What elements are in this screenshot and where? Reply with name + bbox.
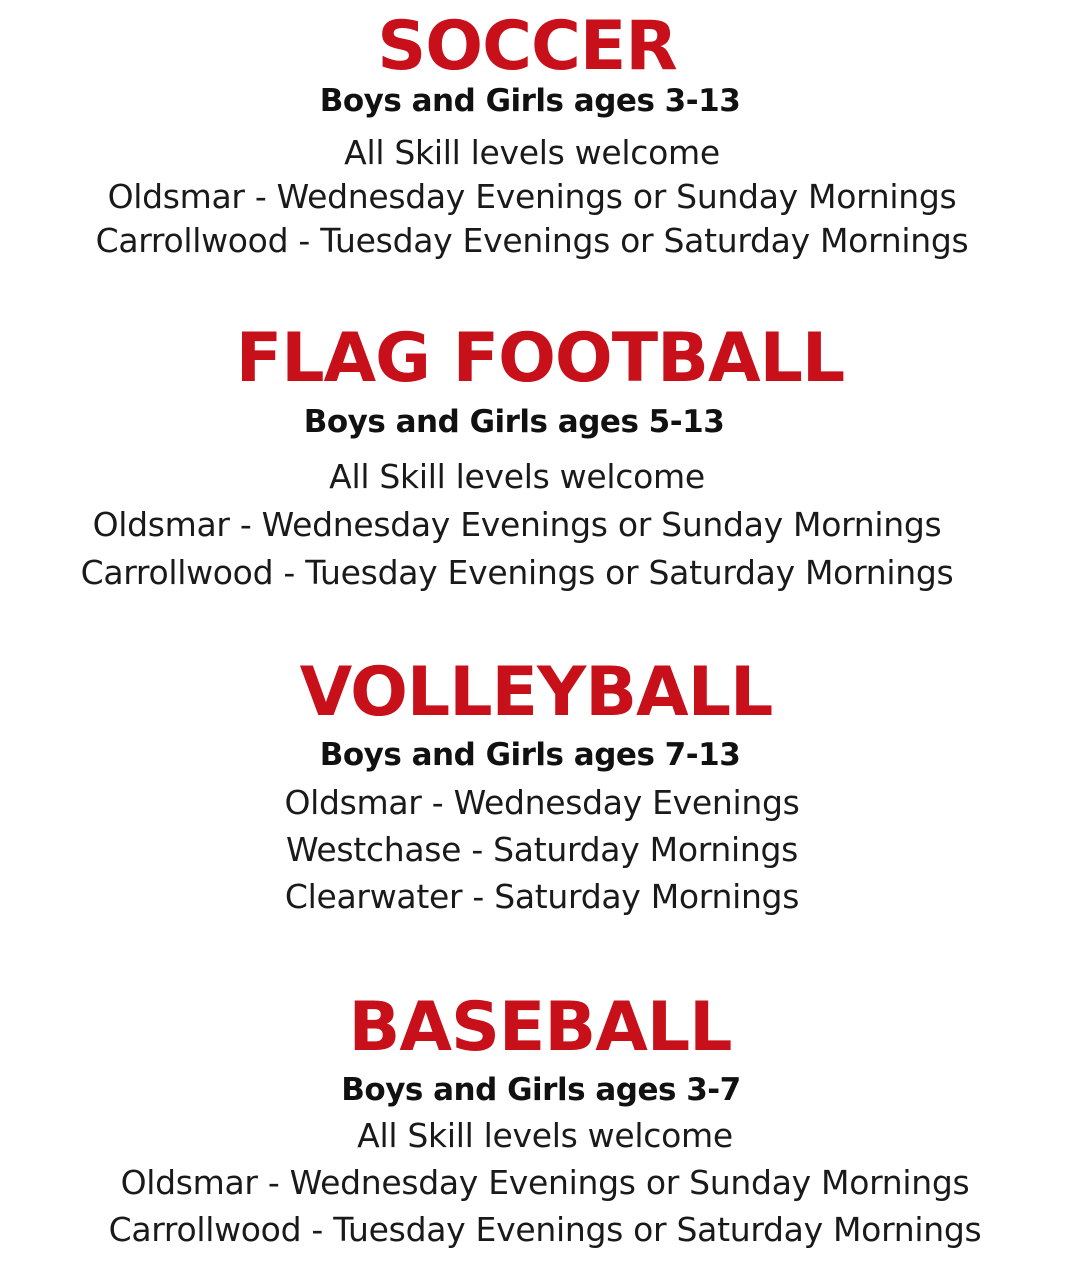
section-line: Oldsmar - Wednesday Evenings [284, 783, 800, 822]
section-line: Carrollwood - Tuesday Evenings or Saturday Mornings [80, 553, 954, 592]
section-line: All Skill levels welcome [357, 1116, 733, 1155]
section-subtitle: Boys and Girls ages 3-7 [341, 1072, 741, 1108]
section-line: Oldsmar - Wednesday Evenings or Sunday Mornings [120, 1163, 970, 1202]
section-title: SOCCER [377, 7, 677, 86]
section-line: All Skill levels welcome [329, 457, 705, 496]
section-subtitle: Boys and Girls ages 3-13 [319, 83, 741, 119]
section-subtitle: Boys and Girls ages 5-13 [303, 404, 725, 440]
section-line: Carrollwood - Tuesday Evenings or Saturday Mornings [95, 221, 969, 260]
section-line: Clearwater - Saturday Mornings [284, 877, 800, 916]
section-title: VOLLEYBALL [299, 653, 773, 732]
section-line: Carrollwood - Tuesday Evenings or Saturday Mornings [108, 1210, 982, 1249]
section-line: Westchase - Saturday Mornings [285, 830, 799, 869]
section-line: Oldsmar - Wednesday Evenings or Sunday Mornings [92, 505, 942, 544]
section-title: FLAG FOOTBALL [235, 319, 845, 398]
section-title: BASEBALL [348, 988, 732, 1067]
section-line: Oldsmar - Wednesday Evenings or Sunday Mornings [107, 177, 957, 216]
section-line: All Skill levels welcome [344, 133, 720, 172]
section-subtitle: Boys and Girls ages 7-13 [319, 737, 741, 773]
